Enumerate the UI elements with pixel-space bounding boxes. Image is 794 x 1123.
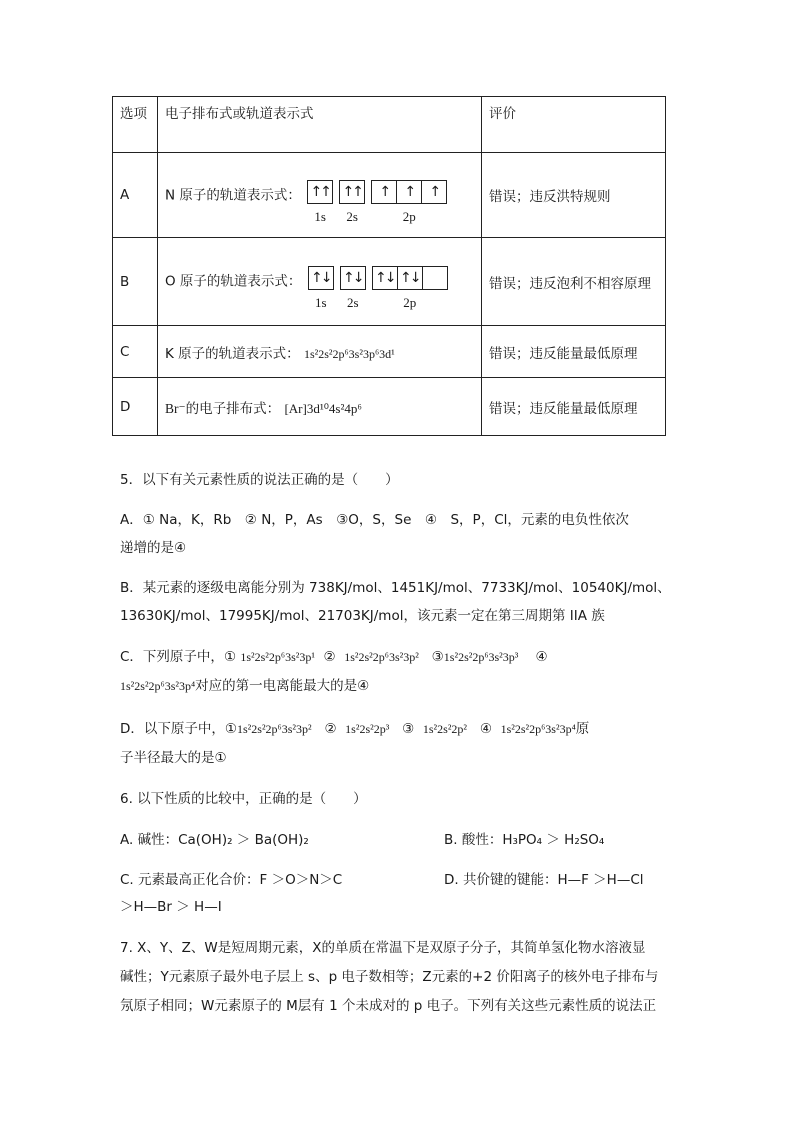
orbital-label: 2s: [346, 295, 359, 310]
config-item: 1s²2s²2p²: [422, 722, 468, 736]
row-label: K 原子的轨道表示式：: [165, 345, 300, 362]
evaluation-cell: 错误；违反能量最低原理: [482, 378, 666, 436]
evaluation-cell: 错误；违反泡利不相容原理: [482, 238, 666, 326]
row-label: N 原子的轨道表示式：: [165, 187, 301, 203]
q6-option-d-line2: ＞H—Br ＞ H—I: [120, 899, 222, 915]
orbital-box: ↑↓: [340, 266, 366, 290]
table-row-c: [113, 326, 666, 378]
config-cell: [158, 153, 482, 238]
q5-d-prefix: D．以下原子中，: [120, 721, 225, 737]
q5-d-tail: 原: [575, 721, 590, 737]
q5-option-d-line2: 子半径最大的是①: [120, 750, 227, 766]
q5-option-a-line1: A．① Na，K，Rb ② N，P，As ③O，S，Se ④ S，P，Cl，元素的电负性依次: [120, 512, 629, 528]
config-item: 1s²2s²2p⁶3s²3p²: [344, 650, 419, 664]
ion-symbol: Br⁻: [165, 400, 186, 416]
row-label: 的电子排布式：: [185, 400, 281, 417]
q7-line2: 碱性；Y元素原子最外电子层上 s、p 电子数相等；Z元素的+2 价阳离子的核外电子排布与: [120, 969, 659, 985]
orbital-box: ↑: [421, 180, 447, 204]
option-label: C: [113, 326, 158, 378]
orbital-group-1s: [308, 266, 334, 311]
option-label: B: [113, 238, 158, 326]
orbital-group-2s: [340, 266, 366, 311]
orbital-box: ↑↓: [308, 266, 334, 290]
q6-stem: 6. 以下性质的比较中，正确的是（ ）: [120, 791, 367, 807]
q6-option-d-line1: D. 共价键的键能：H—F ＞H—Cl: [444, 872, 644, 888]
q5-option-c-line1: C．下列原子中，① 1s²2s²2p⁶3s²3p¹ ② 1s²2s²2p⁶3s²3p² ③1s²2s²2p⁶3s²3p³ ④: [120, 649, 548, 665]
orbital-box: [422, 266, 448, 290]
evaluation-cell: 错误；违反洪特规则: [482, 153, 666, 238]
orbital-diagram: [308, 266, 454, 311]
table-row-a: [113, 153, 666, 238]
q7-line1: 7. X、Y、Z、W是短周期元素，X的单质在常温下是双原子分子，其简单氢化物水溶液显: [120, 940, 646, 956]
config-cell: [158, 326, 482, 378]
electron-configuration: [Ar]3d¹⁰4s²4p⁶: [284, 400, 362, 416]
options-table: [112, 96, 666, 436]
orbital-label: 2s: [346, 208, 358, 224]
row-label: O 原子的轨道表示式：: [165, 273, 302, 290]
header-option: 选项: [113, 97, 158, 153]
orbital-group-2p: [372, 266, 448, 311]
q5-option-b-line2: 13630KJ/mol、17995KJ/mol、21703KJ/mol，该元素一定在第三周期第 IIA 族: [120, 608, 605, 624]
orbital-diagram: [307, 180, 453, 225]
q5-option-c-line2: [120, 672, 369, 700]
q7-line3: 氖原子相同；W元素原子的 M层有 1 个未成对的 p 电子。下列有关这些元素性质的说法正: [120, 998, 657, 1014]
table-header-row: [113, 97, 666, 153]
orbital-label: 2p: [403, 295, 417, 310]
option-label: A: [113, 153, 158, 238]
orbital-box: ↑: [371, 180, 397, 204]
q5-option-d-line1: D．以下原子中，①1s²2s²2p⁶3s²3p² ② 1s²2s²2p³ ③ 1s²2s²2p² ④ 1s²2s²2p⁶3s²3p⁴原: [120, 721, 590, 737]
orbital-box: ↑↑: [339, 180, 365, 204]
header-evaluation: 评价: [482, 97, 666, 153]
table-row-b: [113, 238, 666, 326]
q6-option-c: C. 元素最高正化合价：F ＞O＞N＞C: [120, 872, 343, 888]
config-item: 1s²2s²2p⁶3s²3p¹: [240, 650, 315, 664]
orbital-group-1s: [307, 180, 333, 225]
orbital-box: ↑↑: [307, 180, 333, 204]
config-item: 1s²2s²2p⁶3s²3p³: [443, 650, 519, 664]
orbital-label: 1s: [314, 208, 326, 224]
config-item: 1s²2s²2p⁶3s²3p⁴: [500, 722, 576, 736]
orbital-box: ↑↓: [372, 266, 398, 290]
orbital-group-2p: [371, 180, 447, 225]
q5-option-b-line1: B．某元素的逐级电离能分别为 738KJ/mol、1451KJ/mol、7733KJ/mol、10540KJ/mol、: [120, 580, 671, 596]
orbital-group-2s: [339, 180, 365, 225]
evaluation-cell: 错误；违反能量最低原理: [482, 326, 666, 378]
orbital-box: ↑: [396, 180, 422, 204]
orbital-label: 2p: [402, 208, 416, 224]
q5-option-a-line2: 递增的是④: [120, 540, 187, 556]
electron-configuration: 1s²2s²2p⁶3s²3p⁶3d¹: [303, 346, 395, 361]
q6-option-b: B. 酸性：H₃PO₄ ＞ H₂SO₄: [444, 832, 605, 848]
header-config: 电子排布式或轨道表示式: [158, 97, 482, 153]
q5-c-prefix: C．下列原子中，: [120, 649, 224, 665]
orbital-box: ↑↓: [397, 266, 423, 290]
table-row-d: [113, 378, 666, 436]
config-item: 1s²2s²2p³: [345, 722, 390, 736]
config-cell: [158, 238, 482, 326]
q6-option-a: A. 碱性：Ca(OH)₂ ＞ Ba(OH)₂: [120, 832, 309, 848]
config-item: 1s²2s²2p⁶3s²3p²: [237, 722, 312, 736]
q5-stem: 5．以下有关元素性质的说法正确的是（ ）: [120, 472, 399, 488]
option-label: D: [113, 378, 158, 436]
config-cell: [158, 378, 482, 436]
config-item: 1s²2s²2p⁶3s²3p⁴: [120, 679, 196, 693]
orbital-label: 1s: [314, 295, 327, 310]
q5-c-suffix: 对应的第一电离能最大的是④: [195, 678, 370, 694]
